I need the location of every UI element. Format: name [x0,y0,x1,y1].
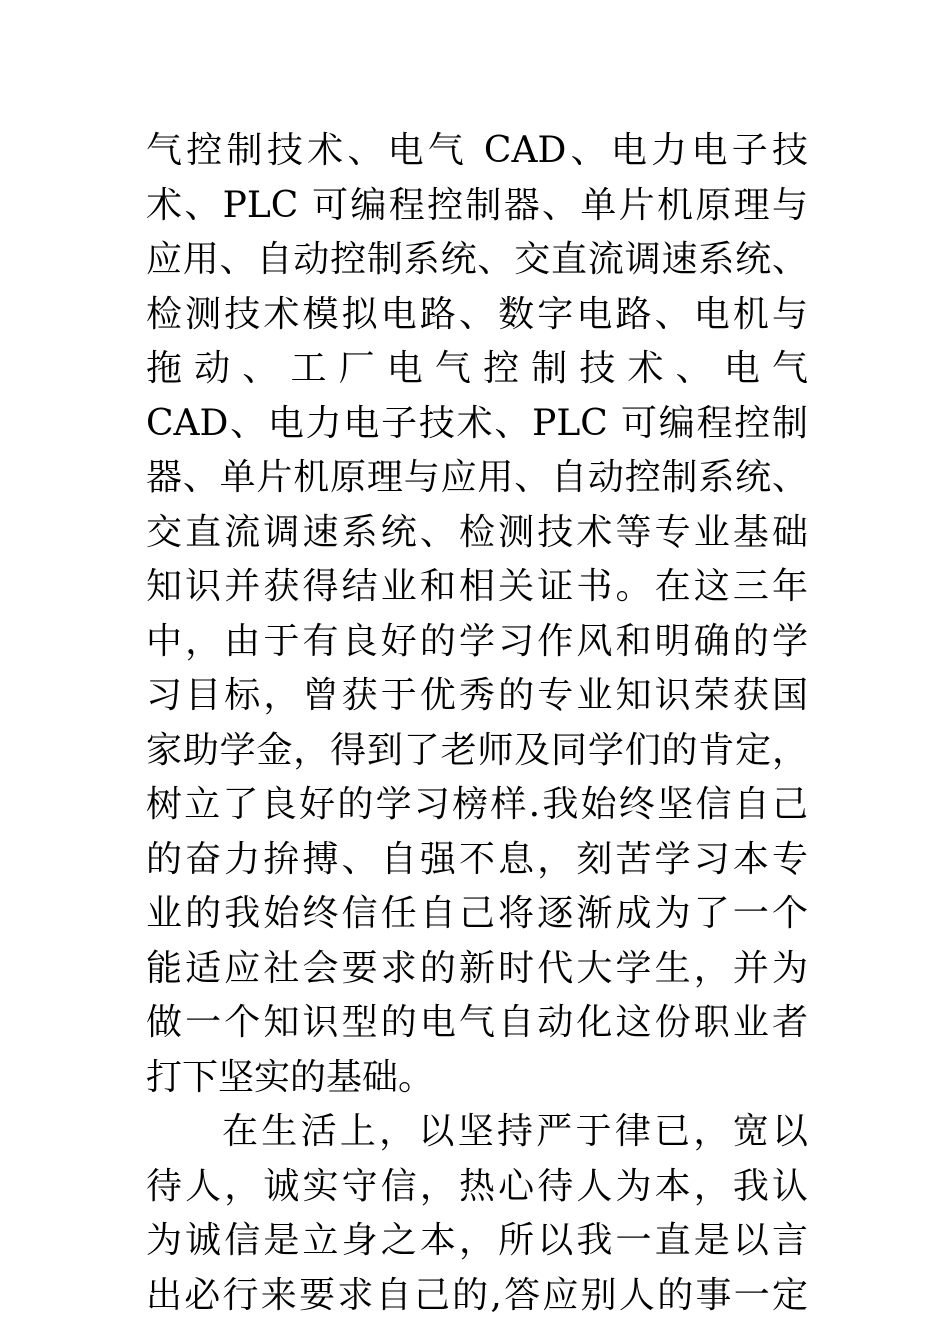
text-line: 习目标，曾获于优秀的专业知识荣获国 [146,675,808,716]
text-line: 为诚信是立身之本，所以我一直是以言 [146,1220,808,1261]
document-body [146,124,808,1323]
text-line: 气控制技术、电气 CAD、电力电子技 [146,130,808,171]
text-line: 做一个知识型的电气自动化这份职业者 [146,1002,808,1043]
paragraph-2 [146,1105,808,1323]
text-line: 应用、自动控制系统、交直流调速系统、 [146,239,808,280]
text-line: 拖动、工厂电气控制技术、电气 [146,348,808,389]
text-line: 待人，诚实守信，热心待人为本，我认 [146,1165,808,1207]
text-line: 能适应社会要求的新时代大学生，并为 [146,947,808,989]
text-line: 出必行来要求自己的,答应别人的事一定 [146,1274,808,1316]
text-line: 器、单片机原理与应用、自动控制系统、 [146,457,808,498]
text-line: 的奋力拚搏、自强不息，刻苦学习本专 [146,838,808,880]
text-line: 在生活上，以坚持严于律已，宽以 [222,1111,808,1152]
paragraph-1 [146,124,808,1105]
text-line: 家助学金，得到了老师及同学们的肯定， [146,729,808,771]
text-line: 术、PLC 可编程控制器、单片机原理与 [146,184,808,226]
text-line: 交直流调速系统、检测技术等专业基础 [146,511,808,553]
text-line: 业的我始终信任自己将逐渐成为了一个 [146,893,808,934]
text-line: CAD、电力电子技术、PLC 可编程控制 [146,402,808,444]
text-line: 检测技术模拟电路、数字电路、电机与 [146,293,808,335]
text-line: 中，由于有良好的学习作风和明确的学 [146,620,808,662]
text-line: 打下坚实的基础。 [146,1056,435,1098]
text-line: 树立了良好的学习榜样.我始终坚信自己 [146,784,808,825]
text-line: 知识并获得结业和相关证书。在这三年 [146,566,808,607]
